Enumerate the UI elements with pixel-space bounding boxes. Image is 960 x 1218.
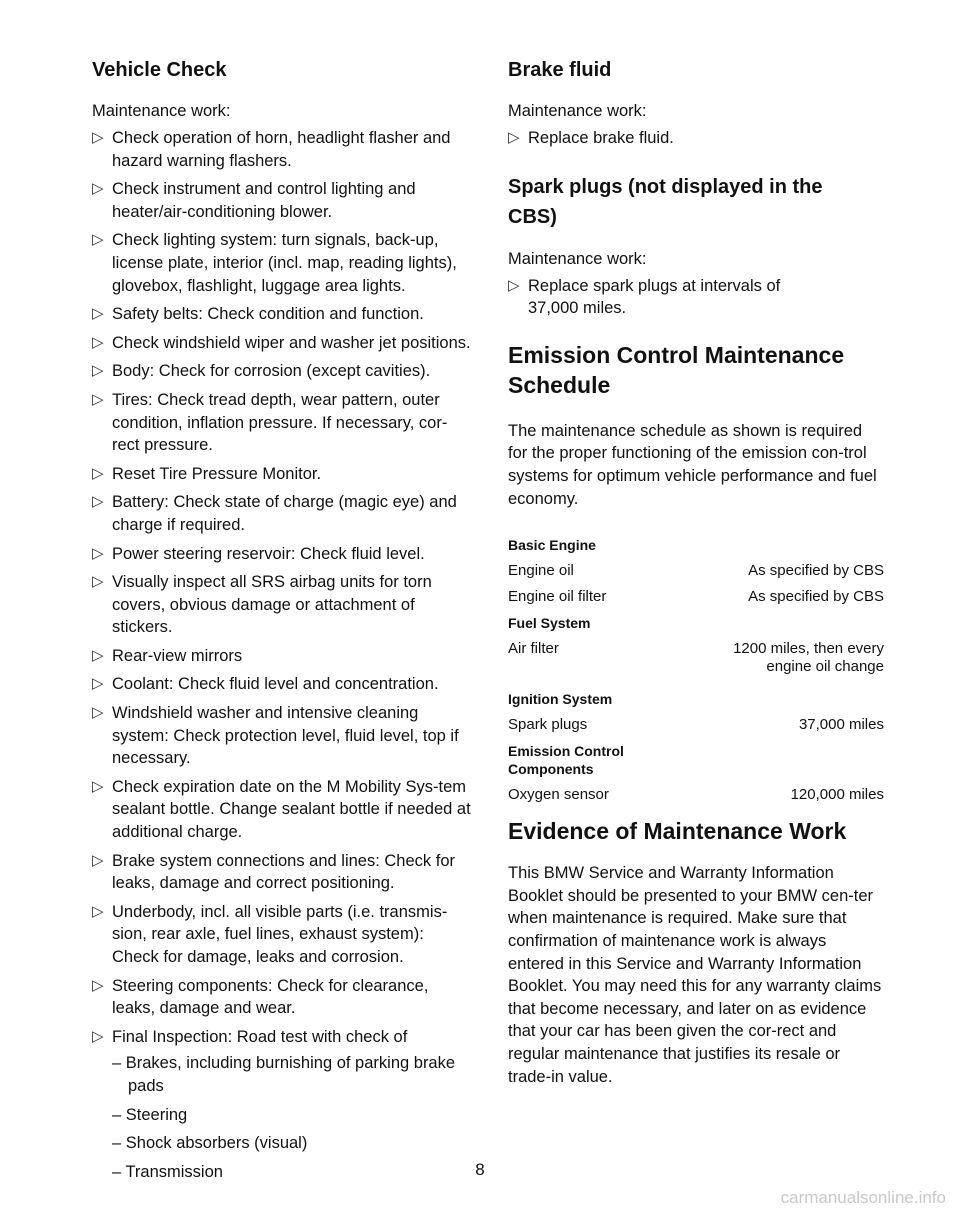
- watermark-text: carmanualsonline.info: [780, 1188, 946, 1207]
- evidence-heading: Evidence of Maintenance Work: [508, 818, 847, 845]
- bullet-arrow-icon: ▷: [92, 464, 104, 482]
- vehicle-check-intro: Maintenance work:: [92, 102, 231, 120]
- vehicle-check-section: [92, 56, 472, 1189]
- schedule-item-label: Engine oil filter: [508, 588, 607, 606]
- schedule-item-value: 37,000 miles: [798, 716, 884, 734]
- list-item: ▷ Brake system connections and lines: Check for leaks, damage and correct positioning.: [92, 851, 455, 893]
- emission-schedule-table: [508, 536, 884, 804]
- bullet-arrow-icon: ▷: [92, 902, 104, 920]
- schedule-category-basic-engine: Basic Engine: [508, 537, 596, 554]
- list-item: ▷ Safety belts: Check condition and function.: [92, 303, 472, 326]
- vehicle-check-heading: Vehicle Check: [92, 59, 227, 81]
- spark-plugs-list: [508, 275, 884, 320]
- right-column: [508, 56, 884, 1088]
- list-item: ▷ Check windshield wiper and washer jet positions.: [92, 332, 472, 355]
- list-item: ▷ Tires: Check tread depth, wear pattern, outer condition, inflation pressure. If necessary, cor-rect pressure.: [92, 390, 448, 455]
- schedule-item-label: Spark plugs: [508, 716, 588, 734]
- bullet-arrow-icon: ▷: [92, 180, 104, 198]
- list-item: ▷ Windshield washer and intensive cleaning system: Check protection level, fluid level, top if necessary.: [92, 704, 459, 768]
- evidence-body: This BMW Service and Warranty Information Booklet should be presented to your BMW cen-ter when maintenance is required. Make sure that confirmation of maintenance work is always entered in this Service and Warranty Information Booklet. You may need this for any warranty claims that become necessary, and later on as evidence that your car has been given the cor-rect and regular maintenance that justifies its resale or trade-in value.: [508, 864, 882, 1086]
- list-item: ▷ Steering components: Check for clearance, leaks, damage and wear.: [92, 976, 429, 1018]
- bullet-arrow-icon: ▷: [92, 362, 104, 380]
- table-row: [508, 562, 884, 580]
- schedule-item-label: Engine oil: [508, 562, 574, 580]
- list-item: ▷ Visually inspect all SRS airbag units for torn covers, obvious damage or attachment of stickers.: [92, 573, 432, 637]
- list-item: ▷ Rear-view mirrors: [92, 645, 472, 668]
- list-item: ▷ Body: Check for corrosion (except cavities).: [92, 360, 472, 383]
- spark-plugs-intro: Maintenance work:: [508, 249, 647, 268]
- bullet-arrow-icon: ▷: [92, 544, 104, 562]
- schedule-item-value: As specified by CBS: [748, 588, 884, 606]
- sub-list-item: – Transmission: [112, 1162, 223, 1181]
- sub-list-item: – Steering: [112, 1105, 188, 1124]
- bullet-arrow-icon: ▷: [92, 333, 104, 351]
- brake-fluid-heading: Brake fluid: [508, 59, 612, 81]
- sub-list-item: – Brakes, including burnishing of parking brake pads: [112, 1054, 456, 1095]
- bullet-arrow-icon: ▷: [92, 675, 104, 693]
- list-item: ▷ Replace spark plugs at intervals of 37,000 miles.: [508, 276, 781, 318]
- list-item: ▷ Final Inspection: Road test with check of – Brakes, including burnishing of parking brake pads – Steering – Shock absorbers (visual) – Transmission: [92, 1026, 472, 1184]
- list-item: ▷ Battery: Check state of charge (magic eye) and charge if required.: [92, 493, 457, 534]
- brake-fluid-list: [508, 127, 884, 150]
- schedule-item-value: 1200 miles, then every engine oil change: [733, 640, 884, 676]
- bullet-arrow-icon: ▷: [508, 129, 520, 146]
- bullet-arrow-icon: ▷: [92, 129, 104, 146]
- list-item: ▷ Power steering reservoir: Check fluid level.: [92, 543, 472, 566]
- sub-list-item: – Shock absorbers (visual): [112, 1134, 308, 1153]
- list-item: ▷ Coolant: Check fluid level and concentration.: [92, 673, 472, 696]
- table-row: [508, 716, 884, 734]
- schedule-item-value: As specified by CBS: [748, 562, 884, 580]
- schedule-item-value: 120,000 miles: [790, 786, 884, 804]
- bullet-arrow-icon: ▷: [92, 305, 104, 323]
- list-item: ▷ Reset Tire Pressure Monitor.: [92, 463, 472, 486]
- emission-schedule-heading: Emission Control Maintenance Schedule: [508, 341, 845, 398]
- table-row: [508, 588, 884, 606]
- bullet-arrow-icon: ▷: [92, 976, 104, 994]
- list-item: ▷ Replace brake fluid.: [508, 127, 884, 150]
- list-item: ▷ Check expiration date on the M Mobility Sys-tem sealant bottle. Change sealant bottle if needed at additional charge.: [92, 777, 471, 842]
- bullet-arrow-icon: ▷: [92, 390, 104, 408]
- emission-schedule-description: The maintenance schedule as shown is required for the proper functioning of the emission con-trol systems for optimum vehicle performance and fuel economy.: [508, 421, 877, 508]
- bullet-arrow-icon: ▷: [92, 704, 104, 722]
- schedule-category-fuel-system: Fuel System: [508, 615, 591, 632]
- schedule-category-ignition-system: Ignition System: [508, 691, 613, 708]
- schedule-item-label: Air filter: [508, 640, 559, 658]
- bullet-arrow-icon: ▷: [92, 777, 104, 795]
- list-item: ▷ Underbody, incl. all visible parts (i.e. transmis-sion, rear axle, fuel lines, exhaust system): Check for damage, leaks and corrosion.: [92, 902, 448, 966]
- bullet-arrow-icon: ▷: [92, 231, 104, 249]
- bullet-arrow-icon: ▷: [92, 646, 104, 664]
- table-row: [508, 786, 884, 804]
- schedule-item-label: Oxygen sensor: [508, 786, 609, 804]
- bullet-arrow-icon: ▷: [92, 1027, 104, 1045]
- schedule-category-emission-components: Emission Control Components: [508, 743, 624, 778]
- spark-plugs-heading: Spark plugs (not displayed in the CBS): [508, 175, 823, 228]
- bullet-arrow-icon: ▷: [92, 851, 104, 869]
- bullet-arrow-icon: ▷: [508, 276, 520, 294]
- bullet-arrow-icon: ▷: [92, 493, 104, 511]
- list-item: ▷ Check lighting system: turn signals, back-up, license plate, interior (incl. map, reading lights), glovebox, flashlight, luggage area lights.: [92, 231, 457, 295]
- brake-fluid-intro: Maintenance work:: [508, 102, 647, 120]
- vehicle-check-list: [92, 127, 472, 1183]
- list-item: ▷ Check operation of horn, headlight flasher and hazard warning flashers.: [92, 129, 451, 170]
- table-row: [508, 640, 884, 676]
- list-item: ▷ Check instrument and control lighting and heater/air-conditioning blower.: [92, 180, 416, 221]
- bullet-arrow-icon: ▷: [92, 573, 104, 591]
- page-number: 8: [475, 1160, 485, 1179]
